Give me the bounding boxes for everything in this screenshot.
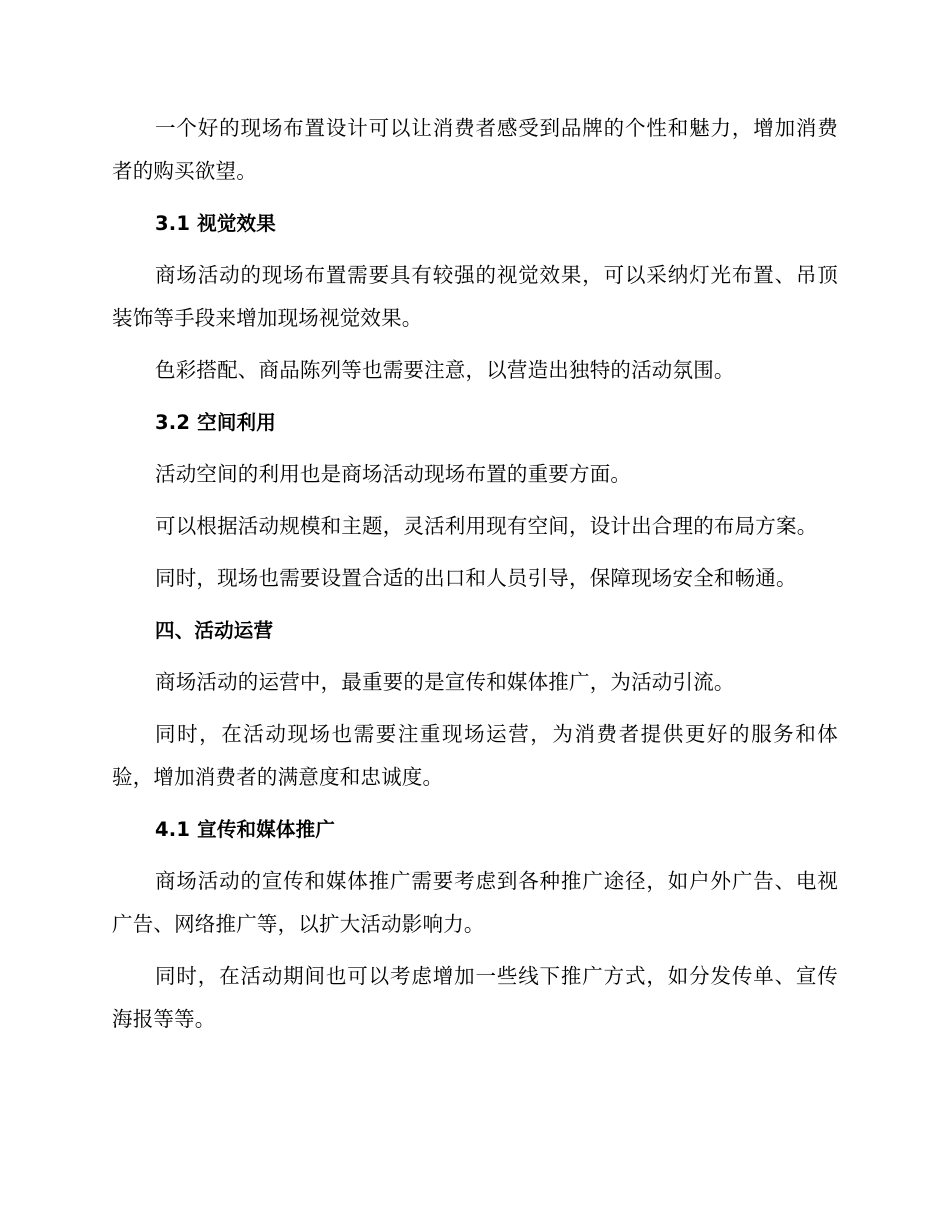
body-paragraph: 商场活动的宣传和媒体推广需要考虑到各种推广途径，如户外广告、电视广告、网络推广等，以扩大活动影响力。 [112, 869, 838, 936]
body-paragraph: 同时，现场也需要设置合适的出口和人员引导，保障现场安全和畅通。 [155, 566, 797, 590]
chapter-heading: 四、活动运营 [155, 619, 274, 642]
body-paragraph: 可以根据活动规模和主题，灵活利用现有空间，设计出合理的布局方案。 [155, 514, 818, 538]
section-heading: 4.1 宣传和媒体推广 [155, 818, 336, 841]
body-paragraph: 一个好的现场布置设计可以让消费者感受到品牌的个性和魅力，增加消费者的购买欲望。 [112, 116, 838, 183]
section-heading: 3.2 空间利用 [155, 411, 276, 434]
body-paragraph: 活动空间的利用也是商场活动现场布置的重要方面。 [155, 462, 632, 486]
body-paragraph: 色彩搭配、商品陈列等也需要注意，以营造出独特的活动氛围。 [155, 358, 735, 382]
body-paragraph: 同时，在活动现场也需要注重现场运营，为消费者提供更好的服务和体验，增加消费者的满意度和忠诚度。 [112, 722, 838, 789]
section-heading: 3.1 视觉效果 [155, 212, 276, 235]
body-paragraph: 同时，在活动期间也可以考虑增加一些线下推广方式，如分发传单、宣传海报等等。 [112, 964, 838, 1031]
body-paragraph: 商场活动的运营中，最重要的是宣传和媒体推广，为活动引流。 [155, 670, 735, 694]
body-paragraph: 商场活动的现场布置需要具有较强的视觉效果，可以采纳灯光布置、吊顶装饰等手段来增加现场视觉效果。 [112, 263, 838, 330]
